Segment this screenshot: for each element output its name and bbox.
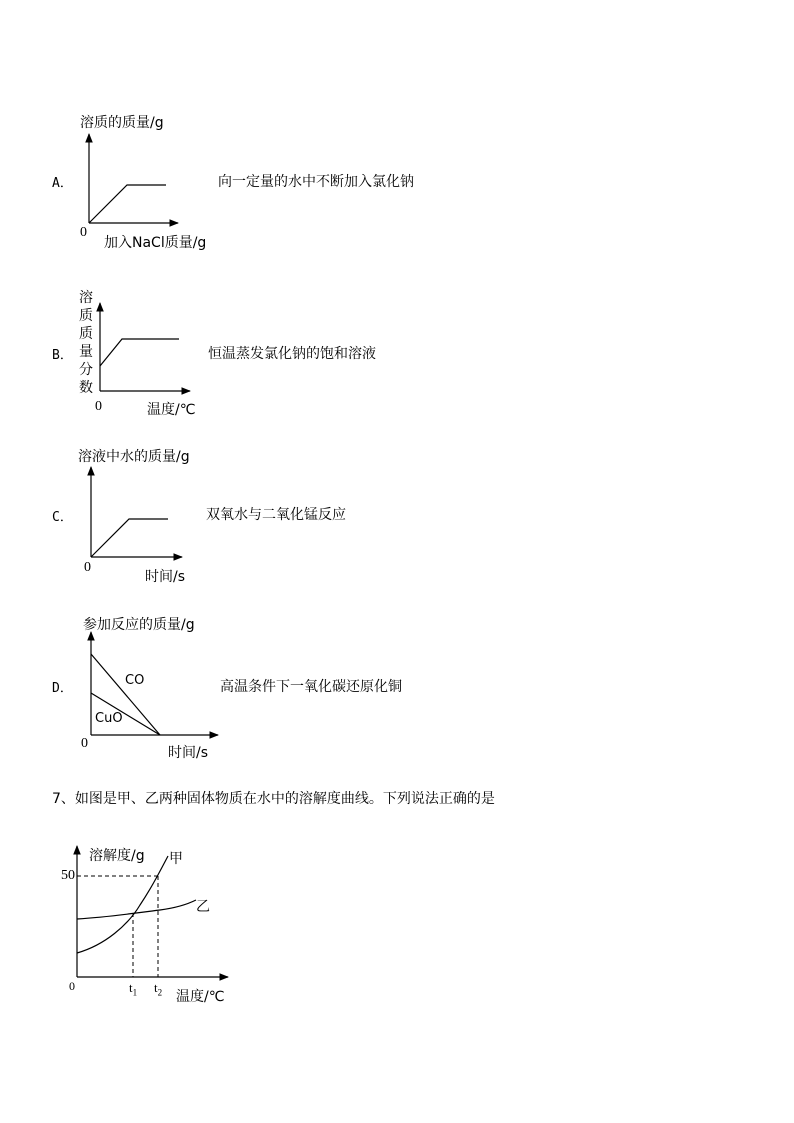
q7-curve-jia [77, 856, 168, 953]
question-7-text: 7、如图是甲、乙两种固体物质在水中的溶解度曲线。下列说法正确的是 [52, 791, 495, 807]
q7-series-jia: 甲 [169, 851, 183, 867]
q7-t2-letter: t [154, 980, 158, 995]
option-b-ylabel-char: 质 [79, 326, 93, 342]
option-a-desc: 向一定量的水中不断加入氯化钠 [218, 174, 414, 190]
option-b-ylabel-char: 数 [79, 380, 93, 396]
q7-ylabel: 溶解度/g [89, 848, 145, 864]
option-d-origin: 0 [81, 736, 88, 751]
q7-series-yi: 乙 [196, 899, 210, 915]
option-d-series-co: CO [125, 673, 145, 688]
option-b-ylabel-char: 质 [79, 308, 93, 324]
q7-t1-label [129, 980, 137, 998]
option-a-ylabel: 溶质的质量/g [80, 115, 164, 131]
q7-t1-letter: t [129, 980, 133, 995]
option-d-xlabel: 时间/s [168, 745, 209, 761]
option-b-xlabel: 温度/℃ [147, 402, 196, 418]
option-b-ylabel-char: 量 [79, 344, 93, 360]
q7-t2-label [154, 980, 162, 998]
option-b-origin: 0 [95, 399, 102, 414]
option-c-origin: 0 [84, 560, 91, 575]
option-d-ylabel: 参加反应的质量/g [83, 617, 195, 633]
option-d-series-cuo: CuO [95, 711, 123, 726]
option-c-desc: 双氧水与二氧化锰反应 [206, 507, 346, 523]
option-b-letter: B． [52, 348, 73, 363]
option-a-letter: A． [52, 176, 73, 191]
option-b-desc: 恒温蒸发氯化钠的饱和溶液 [208, 346, 376, 362]
q7-origin: 0 [69, 979, 75, 993]
option-d-letter: D． [52, 681, 73, 696]
option-b-ylabel-char: 分 [79, 362, 93, 378]
q7-y-tick-50: 50 [61, 868, 75, 883]
option-a-origin: 0 [80, 225, 87, 240]
option-c-xlabel: 时间/s [145, 569, 186, 585]
option-c-letter: C． [52, 510, 73, 525]
option-d-desc: 高温条件下一氧化碳还原化铜 [220, 679, 402, 695]
q7-t2-subscript: 2 [157, 987, 163, 998]
option-b-ylabel-char: 溶 [79, 290, 93, 306]
option-c-ylabel: 溶液中水的质量/g [78, 449, 190, 465]
option-a-xlabel: 加入NaCl质量/g [104, 235, 207, 251]
q7-xlabel: 温度/℃ [176, 989, 225, 1005]
q7-t1-subscript: 1 [132, 987, 138, 998]
